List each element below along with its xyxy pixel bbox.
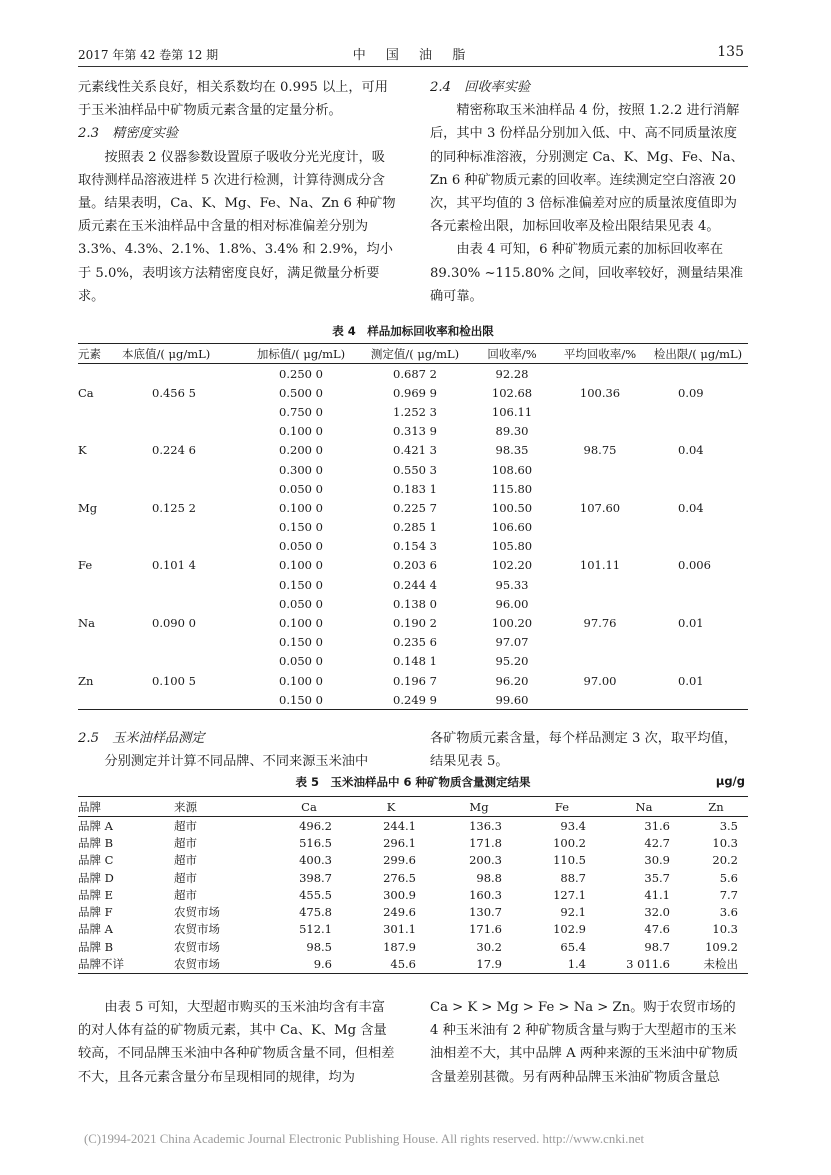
table4-row [78, 479, 748, 498]
table4-value-cell: 0.687 2 [393, 366, 437, 381]
table4-value-cell: 0.550 3 [393, 462, 437, 477]
table5-cell: 98.5 [306, 939, 332, 954]
paragraph: 分别测定并计算不同品牌、不同来源玉米油中 [104, 754, 369, 770]
table5-cell: 512.1 [299, 922, 332, 937]
table4-header-cell: 回收率/% [472, 344, 552, 364]
table4-base-cell: 0.101 4 [152, 558, 196, 573]
table4-value-cell: 0.150 0 [279, 577, 323, 592]
table4-value-cell: 0.150 0 [279, 635, 323, 650]
table5-cell: 398.7 [299, 870, 332, 885]
table5-cell: 9.6 [313, 957, 332, 972]
table4-value-cell: 100.50 [491, 500, 533, 515]
table5-cell: 35.7 [644, 870, 670, 885]
table4-element-cell: Na [78, 616, 95, 631]
table4-value-cell: 0.183 1 [393, 481, 437, 496]
table5-cell: 109.2 [705, 939, 738, 954]
table5-cell: 171.6 [469, 922, 502, 937]
table4-value-cell: 0.200 0 [279, 443, 323, 458]
table5-cell: 31.6 [644, 818, 670, 833]
table4-header-cell: 平均回收率/% [552, 344, 648, 364]
table5-unit: μg/g [715, 774, 745, 788]
table5-cell: 93.4 [560, 818, 586, 833]
table5-cell: 249.6 [383, 905, 416, 920]
table5-cell: 301.1 [383, 922, 416, 937]
table5-cell: 130.7 [469, 905, 502, 920]
paragraph: 由表 4 可知，6 种矿物质元素的加标回收率在 89.30% ~115.80% 之间，回收率较好，测量结果准确可靠。 [430, 242, 744, 304]
table5-header-cell: Zn [684, 797, 748, 817]
table5-cell: 496.2 [299, 818, 332, 833]
table5-cell: 42.7 [644, 835, 670, 850]
table5-cell: 20.2 [712, 853, 738, 868]
table4-avg-cell: 97.76 [583, 616, 617, 631]
page-header [78, 42, 748, 67]
right-column [430, 76, 748, 308]
table4-value-cell: 0.190 2 [393, 616, 437, 631]
table5-header-cell: K [344, 797, 438, 817]
paragraph: Ca > K > Mg > Fe > Na > Zn。购于农贸市场的 4 种玉米油有 2 种矿物质含量与购于大型超市的玉米油相差不大，其中品牌 A 两种来源的玉米油中矿物质含量差别甚微。另有两种品牌玉米油矿物质含量总 [430, 1000, 739, 1085]
table4-value-cell: 98.35 [495, 443, 529, 458]
table5-cell: 3.5 [719, 818, 738, 833]
table5-cell: 92.1 [560, 905, 586, 920]
table4-value-cell: 0.100 0 [279, 558, 323, 573]
table4-row [78, 422, 748, 441]
table4-header-cell: 本底值/( μg/mL) [122, 344, 244, 364]
table4-value-cell: 96.00 [495, 596, 529, 611]
journal-issue: 2017 年第 42 卷第 12 期 [78, 48, 219, 62]
table4-value-cell: 105.80 [491, 539, 533, 554]
table4-value-cell: 0.285 1 [393, 520, 437, 535]
left-column-bottom [78, 996, 396, 1089]
table4-value-cell: 0.203 6 [393, 558, 437, 573]
table4-element-cell: Mg [78, 500, 98, 515]
table4-value-cell: 106.60 [491, 520, 533, 535]
table5-cell: 超市 [174, 887, 197, 902]
table5-cell: 276.5 [383, 870, 416, 885]
table5-cell: 10.3 [712, 835, 738, 850]
table4-value-cell: 0.138 0 [393, 596, 437, 611]
table5-cell: 110.5 [553, 853, 586, 868]
table4-caption: 表 4 样品加标回收率和检出限 [332, 324, 494, 338]
table4-value-cell: 0.249 9 [393, 692, 437, 707]
table4-value-cell: 95.20 [495, 654, 529, 669]
table5-cell: 17.9 [476, 957, 502, 972]
right-column-mid [430, 727, 748, 773]
table5-cell: 7.7 [719, 887, 738, 902]
paragraph: 按照表 2 仪器参数设置原子吸收分光光度计，吸取待测样品溶液进样 5 次进行检测，计算待测成分含量。结果表明，Ca、K、Mg、Fe、Na、Zn 6 种矿物质元素在玉米油样品中含量的相对标准偏差分别为 3.3%、4.3%、2.1%、1.8%、3.4% 和 2.9%，均小于 5.0%，表明该方法精密度良好，满足微量分析要求。 [78, 149, 396, 304]
table4-value-cell: 0.244 4 [393, 577, 437, 592]
table5-cell: 3.6 [719, 905, 738, 920]
table5-cell: 171.8 [469, 835, 502, 850]
section-heading-2-5: 2.5 玉米油样品测定 [78, 731, 205, 746]
table4-value-cell: 0.050 0 [279, 481, 323, 496]
table4-row [78, 364, 748, 384]
table5-cell: 300.9 [383, 887, 416, 902]
table5-cell: 品牌 F [78, 905, 113, 920]
table4-value-cell: 0.313 9 [393, 424, 437, 439]
table4-value-cell: 0.196 7 [393, 673, 437, 688]
table5-caption: 表 5 玉米油样品中 6 种矿物质含量测定结果 [295, 775, 531, 789]
table4-element-cell: K [78, 443, 87, 458]
table4-lod-cell: 0.04 [678, 443, 704, 458]
table5-header-row [78, 797, 748, 817]
table5-row [78, 955, 748, 973]
table5-cell: 未检出 [703, 957, 738, 972]
table5-cell: 200.3 [469, 853, 502, 868]
table4-value-cell: 0.050 0 [279, 596, 323, 611]
table4-value-cell: 0.154 3 [393, 539, 437, 554]
table5-cell: 超市 [174, 870, 197, 885]
table5-cell: 47.6 [644, 922, 670, 937]
paragraph: 元素线性关系良好，相关系数均在 0.995 以上，可用于玉米油样品中矿物质元素含量的定量分析。 [78, 80, 388, 119]
table5 [78, 796, 748, 974]
table4-value-cell: 0.050 0 [279, 654, 323, 669]
table4-avg-cell: 101.11 [579, 558, 621, 573]
table4-avg-cell: 107.60 [579, 500, 621, 515]
table4-value-cell: 0.050 0 [279, 539, 323, 554]
table4-lod-cell: 0.09 [678, 385, 704, 400]
table5-cell: 296.1 [383, 835, 416, 850]
table4-row [78, 652, 748, 671]
paragraph: 各矿物质元素含量，每个样品测定 3 次，取平均值，结果见表 5。 [430, 731, 737, 770]
table5-cell: 244.1 [383, 818, 416, 833]
table4-base-cell: 0.090 0 [152, 616, 196, 631]
table5-header-cell: Na [604, 797, 684, 817]
table4-value-cell: 0.300 0 [279, 462, 323, 477]
table5-cell: 品牌 A [78, 818, 113, 833]
table4-value-cell: 0.750 0 [279, 404, 323, 419]
table4-row [78, 537, 748, 556]
table5-cell: 455.5 [299, 887, 332, 902]
table4-value-cell: 0.100 0 [279, 673, 323, 688]
table5-cell: 98.8 [476, 870, 502, 885]
table4-value-cell: 0.500 0 [279, 385, 323, 400]
table4-element-cell: Ca [78, 385, 94, 400]
table5-cell: 超市 [174, 853, 197, 868]
table5-cell: 187.9 [383, 939, 416, 954]
table5-header-cell: Ca [274, 797, 344, 817]
table4-value-cell: 102.20 [491, 558, 533, 573]
page-number: 135 [717, 44, 744, 60]
table4-value-cell: 106.11 [491, 404, 533, 419]
table5-cell: 10.3 [712, 922, 738, 937]
table5-cell: 45.6 [390, 957, 416, 972]
right-column-bottom [430, 996, 748, 1089]
table4-value-cell: 0.148 1 [393, 654, 437, 669]
table4-base-cell: 0.224 6 [152, 443, 196, 458]
table5-cell: 品牌 B [78, 835, 114, 850]
table4-value-cell: 0.421 3 [393, 443, 437, 458]
table4-base-cell: 0.456 5 [152, 385, 196, 400]
table5-cell: 32.0 [644, 905, 670, 920]
table5-cell: 475.8 [299, 905, 332, 920]
table4-base-cell: 0.125 2 [152, 500, 196, 515]
table5-row [78, 852, 748, 869]
table5-cell: 98.7 [644, 939, 670, 954]
table5-row [78, 903, 748, 920]
table4-value-cell: 0.100 0 [279, 500, 323, 515]
table5-cell: 127.1 [553, 887, 586, 902]
table5-cell: 品牌不详 [78, 957, 124, 972]
paragraph: 精密称取玉米油样品 4 份，按照 1.2.2 进行消解后，其中 3 份样品分别加入低、中、高不同质量浓度的同种标准溶液，分别测定 Ca、K、Mg、Fe、Na、Zn 6 种矿物质元素的回收率。连续测定空白溶液 20 次，其平均值的 3 倍标准偏差对应的质量浓度值即为各元素检出限，加标回收率及检出限结果见表 4。 [430, 103, 744, 235]
table5-cell: 农贸市场 [174, 957, 220, 972]
table5-cell: 品牌 E [78, 887, 114, 902]
table4-value-cell: 96.20 [495, 673, 529, 688]
left-column-mid [78, 727, 396, 773]
table4-value-cell: 0.100 0 [279, 424, 323, 439]
table5-cell: 3 011.6 [626, 957, 670, 972]
table5-row [78, 817, 748, 835]
table4-element-cell: Fe [78, 558, 93, 573]
table4-value-cell: 0.250 0 [279, 366, 323, 381]
table5-cell: 5.6 [719, 870, 738, 885]
table4-value-cell: 0.150 0 [279, 520, 323, 535]
table5-header-cell: Fe [520, 797, 604, 817]
table4-header-cell: 元素 [78, 344, 122, 364]
table4-value-cell: 108.60 [491, 462, 533, 477]
table5-cell: 品牌 A [78, 922, 113, 937]
table4 [78, 343, 748, 710]
table4-value-cell: 102.68 [491, 385, 533, 400]
table4-value-cell: 99.60 [495, 692, 529, 707]
table4-value-cell: 100.20 [491, 616, 533, 631]
table5-cell: 1.4 [567, 957, 586, 972]
table4-value-cell: 0.100 0 [279, 616, 323, 631]
table5-row [78, 921, 748, 938]
table5-cell: 299.6 [383, 853, 416, 868]
table5-cell: 农贸市场 [174, 922, 220, 937]
table4-value-cell: 0.225 7 [393, 500, 437, 515]
table5-cell: 136.3 [469, 818, 502, 833]
table4-avg-cell: 97.00 [583, 673, 617, 688]
table4-avg-cell: 100.36 [579, 385, 621, 400]
table5-cell: 农贸市场 [174, 939, 220, 954]
table4-header-row [78, 344, 748, 364]
table5-cell: 400.3 [299, 853, 332, 868]
table5-cell: 品牌 D [78, 870, 114, 885]
table5-cell: 超市 [174, 818, 197, 833]
table5-row [78, 834, 748, 851]
table5-cell: 30.2 [476, 939, 502, 954]
section-heading-2-4: 2.4 回收率实验 [430, 80, 531, 95]
journal-title: 中 国 油 脂 [352, 48, 474, 63]
table4-header-cell: 检出限/( μg/mL) [648, 344, 748, 364]
table4-avg-cell: 98.75 [583, 443, 617, 458]
table5-cell: 41.1 [644, 887, 670, 902]
table4-value-cell: 1.252 3 [393, 404, 437, 419]
table4-value-cell: 0.150 0 [279, 692, 323, 707]
paragraph: 由表 5 可知，大型超市购买的玉米油均含有丰富的对人体有益的矿物质元素，其中 Ca、K、Mg 含量较高，不同品牌玉米油中各种矿物质含量不同，但相差不大，且各元素含量分布呈现相同的规律，均为 [78, 1000, 395, 1085]
table4-value-cell: 0.235 6 [393, 635, 437, 650]
table4-base-cell: 0.100 5 [152, 673, 196, 688]
table4-lod-cell: 0.01 [678, 673, 704, 688]
table5-cell: 516.5 [299, 835, 332, 850]
table5-cell: 102.9 [553, 922, 586, 937]
table4-value-cell: 89.30 [495, 424, 529, 439]
table5-row [78, 869, 748, 886]
table5-cell: 30.9 [644, 853, 670, 868]
table5-row [78, 938, 748, 955]
table5-cell: 88.7 [560, 870, 586, 885]
table4-value-cell: 92.28 [495, 366, 529, 381]
section-heading-2-3: 2.3 精密度实验 [78, 126, 179, 142]
table5-cell: 品牌 B [78, 939, 114, 954]
table5-cell: 65.4 [560, 939, 586, 954]
table5-cell: 100.2 [553, 835, 586, 850]
table5-row [78, 886, 748, 903]
table4-header-cell: 测定值/( μg/mL) [358, 344, 472, 364]
table5-header-cell: Mg [438, 797, 520, 817]
table4-element-cell: Zn [78, 673, 94, 688]
table4-lod-cell: 0.006 [678, 558, 711, 573]
table4-header-cell: 加标值/( μg/mL) [244, 344, 358, 364]
table4-row [78, 594, 748, 613]
table4-value-cell: 97.07 [495, 635, 529, 650]
copyright-footer: (C)1994-2021 China Academic Journal Electronic Publishing House. All rights reserved. http://www.cnki.net [84, 1132, 645, 1146]
table4-value-cell: 95.33 [495, 577, 529, 592]
table4-lod-cell: 0.04 [678, 500, 704, 515]
left-column [78, 76, 396, 308]
table5-header-cell: 品牌 [78, 797, 174, 817]
table5-cell: 农贸市场 [174, 905, 220, 920]
table5-cell: 品牌 C [78, 853, 114, 868]
table4-value-cell: 115.80 [491, 481, 533, 496]
table5-cell: 160.3 [469, 887, 502, 902]
table5-header-cell: 来源 [174, 797, 274, 817]
table5-cell: 超市 [174, 835, 197, 850]
table4-lod-cell: 0.01 [678, 616, 704, 631]
table4-value-cell: 0.969 9 [393, 385, 437, 400]
